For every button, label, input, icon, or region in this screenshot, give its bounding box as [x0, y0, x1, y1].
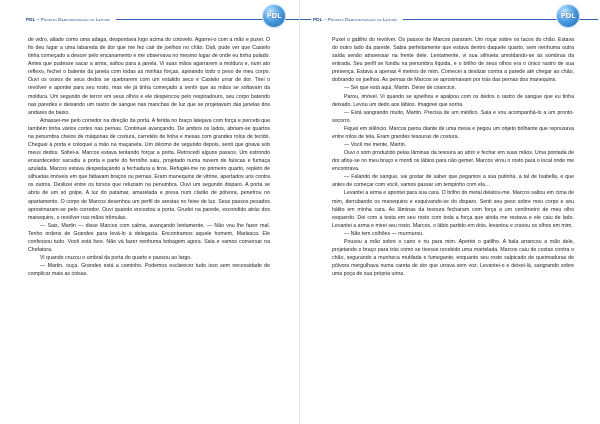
paragraph: de vidro, aliado como uma adaga, despontava logo acima do cotovelo. Agarrei-o com a mão e puxei. O fio deu lugar a uma labareda de dor que me fez cair de joelhos no chão. Dali, pude ver que Castelo tinha começado a descer pelo encanamento e me observava no mesmo lugar de onde eu tinha pulado. Antes que pudesse sacar a arma, saltou para a janela. Vi suas mãos agarrarem a moldura e, num ato reflexo, fechei o batente da janela com todas as minhas forças, apoiando todo o peso de meu corpo. Ouvi os ossos de seus dedos se quebrarem com um estalido seco e Castelo urrar de dor. Tirei o revólver e apontei para seu rosto, mas ele já tinha começado a sentir que as mãos se soltavam da moldura. Um segundo de terror em seus olhos e ele despencou pelo respiradouro, seu corpo batendo nas paredes e deixando um rastro de sangue nas manchas de luz que se projetavam das janelas dos andares de baixo.	[28, 37, 270, 116]
paragraph: Parou, imóvel. Vi quando se ajoelhou e apalpou com os dedos o rastro de sangue que eu tinha deixado. Levou um dedo aos lábios. Imaginei que sorria.	[332, 93, 574, 108]
paragraph: Ouvi o som produzido pelas lâminas da tesoura ao abrir e fechar em suas mãos. Uma pontada de dor afiou-se no meu braço e mordi os lábios para não gemer. Marcos virou o rosto para o local onde me encontrava.	[332, 150, 574, 173]
left-page-body	[28, 36, 270, 278]
paragraph: — Você me mente, Martin.	[344, 142, 407, 149]
pdl-logo-icon	[556, 4, 580, 28]
paragraph: — Sei que está aqui, Martin. Deixe de criancice.	[344, 85, 457, 92]
right-page	[300, 0, 600, 424]
paragraph: Fiquei em silêncio. Marcos parou diante de uma mesa e pegou um objeto brilhante que repousava entre rolos de tela. Eram grandes tesouras de costura.	[332, 125, 574, 140]
right-page-body	[332, 36, 574, 278]
paragraph: — Martin, ouça. Grandes está a caminho. Podemos esclarecer tudo isso sem necessidade de complicar mais as coisas.	[28, 263, 270, 278]
header-subtitle: – Projeto Democratização da Leitura	[36, 16, 111, 22]
paragraph: Amassei-me pelo corredor na direção da porta. A ferida no braço latejava com força e percebi que também tinha vários cortes nas pernas. Continuei avançando. De ambos os lados, abriam-se quartos na penumbra cheios de máquinas de costura, carretéis de linha e mesas com grandes rolos de tecido. Cheguei à porta e coloquei a mão na maçaneta. Um décimo de segundo depois, senti que girava sob meus dedos. Soltei-a. Marcos estava tentando forçar a porta. Retrocedi alguns passos. Um estrondo ensurdecedor sacudiu a porta e parte do ferrolho saiu, projetado numa nuvem de faíscas e fumaça azulada. Marcos estava despedaçando a fechadura a tiros. Refugiei-me no primeiro quarto, repleto de silhuetas imóveis em que faltavam braços ou pernas. Eram manequins de vitrine, apertados uns contra os outros. Deslizei entre os torsos que reluziam na penumbra. Ouvi um segundo disparo. A porta se abriu de um só golpe. A luz do patamar, amarelada e presa num clarão de pólvora, penetrou no apartamento. O corpo de Marcos desenhou um perfil de arestas no feixe de luz. Seus passos pesados aproximaram-se pelo corredor. Ouvi quando encostou a porta. Grudei na parede, escondido atrás dos manequins, o revólver nas mãos trêmulas.	[28, 117, 270, 221]
header-subtitle: – Projeto Democratização da Leitura	[323, 16, 398, 22]
paragraph: Puxei o gatilho do revólver. Os passos de Marcos pararam. Um roçar sobre os tacos do chão. Estava do outro lado da parede. Sabia perfeitamente que estava dentro daquele quarto, sem nenhuma outra saída senão atravessar na frente dele. Lentamente, vi sua silhueta amoldando-se às sombras da entrada. Seu perfil se fundiu na penumbra líquida, e o brilho de seus olhos era o único rastro de sua presença. Estava a apenas 4 metros de mim. Comecei a deslizar contra a parede até chegar ao chão, dobrando os joelhos. As pernas de Marcos se aproximavam por trás das pernas dos manequins.	[332, 37, 574, 84]
paragraph: Pousou a mão sobre o cano e riu para mim. Apertei o gatilho. A bala arrancou a mão dele, projetando o braço para trás como se tivesse recebido uma martelada. Marcos caiu de costas contra o chão, segurando a munheca mutilada e fumegante, enquanto seu rosto salpicado de queimaduras de pólvora mergulhava numa careta de dor que urrava sem voz. Levantei-o e deixei-lá, sangrando sobre uma poça de sua própria urina.	[332, 238, 574, 278]
logo-text: PDL	[266, 12, 282, 20]
paragraph: Levantei a arma e apontei para sua cara. O brilho do metal delatou-me. Marcos saltou em cima de mim, derrubando os manequins e esquivando-se do disparo. Senti seu peso sobre meu corpo e seu hálito em minha cara. As lâminas da tesoura fecharam com força a um centímetro de meu olho esquerdo. Dei com a testa em seu rosto com toda a força que ainda me restava e ele caiu de lado. Levantei a arma e mirei seu rosto. Marcos, o lábio partido em dois, levantou e cravou os olhos em mim.	[332, 190, 574, 229]
paragraph: Vi quando cruzou o umbral da porta do quarto e passou ao largo.	[40, 255, 192, 262]
header-title	[313, 17, 397, 22]
header-title	[26, 17, 110, 22]
paragraph: — Não tem colhões — murmurou.	[344, 230, 424, 237]
pdl-logo-icon	[262, 4, 286, 28]
paragraph: — Sais, Martin — disse Marcos com calma, avançando lentamente. — Não vou lhe fazer mal. Tenho ordens de Grandes para levá-lo à delegacia. Encontramos aquele homem, Marlasca. Ele confessou tudo. Você está livre. Não vá fazer nenhuma bobagem agora. Saia e vamos conversar na Chefatura.	[28, 222, 270, 254]
header-abbr: PDL	[313, 16, 323, 22]
header-abbr: PDL	[26, 16, 36, 22]
paragraph: — Falando de sangue, vai gostar de saber que pegamos a sua putinha, a tal de Isabella, e que antes de começar com você, vamos passar um tempinho com ela…	[332, 174, 574, 189]
paragraph: — Está sangrando muito, Martin. Precisa de um médico. Saia e vou acompanhá-lo a um pronto-socorro.	[332, 109, 574, 124]
logo-text: PDL	[560, 12, 576, 20]
